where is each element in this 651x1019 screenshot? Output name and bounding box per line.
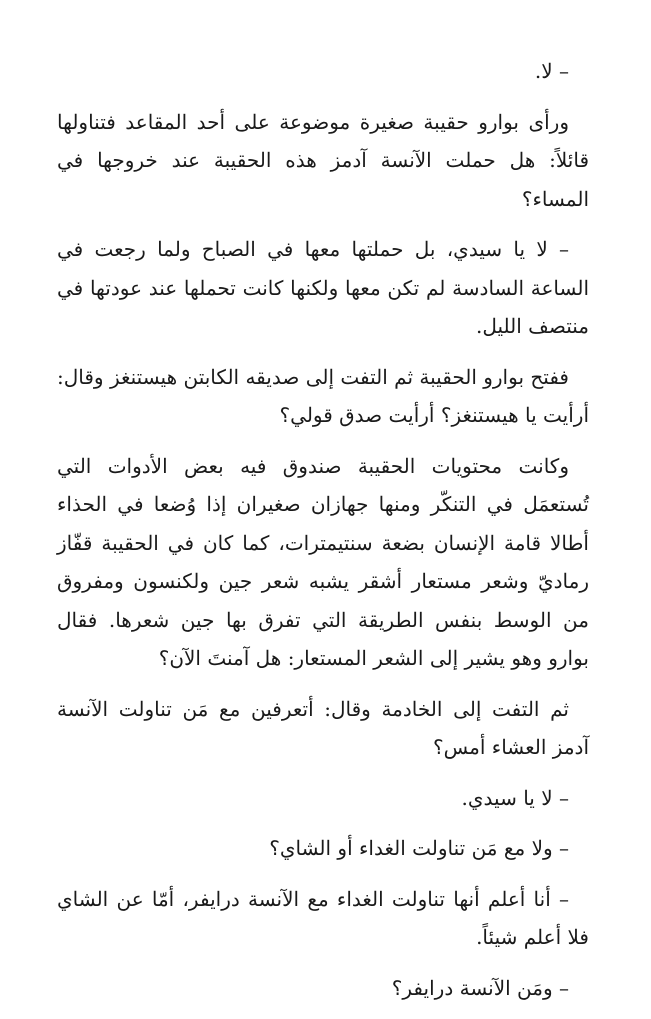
paragraph-4: ففتح بوارو الحقيبة ثم التفت إلى صديقه الكابتن هيستنغز وقال: أرأيت يا هيستنغز؟ أرأيت صدق قولي؟ (57, 364, 589, 427)
paragraph-9: – أنا أعلم أنها تناولت الغداء مع الآنسة درايفر، أمّا عن الشاي فلا أعلم شيئاً. (57, 886, 589, 949)
paragraph-7: – لا يا سيدي. (461, 785, 569, 810)
paragraph-5: وكانت محتويات الحقيبة صندوق فيه بعض الأدوات التي تُستعمَل في التنكّر ومنها جهازان صغيران إذا وُضعا في الحذاء أطالا قامة الإنسان بضعة سنتيمترات، كما كان في الحقيبة قفّاز رماديّ وشعر مستعار أشقر يشبه شعر جين ولكنسون ومفروق من الوسط بنفس الطريقة التي تفرق بها جين شعرها. فقال بوارو وهو يشير إلى الشعر المستعار: هل آمنتَ الآن؟ (57, 453, 589, 670)
paragraph-2: ورأى بوارو حقيبة صغيرة موضوعة على أحد المقاعد فتناولها قائلاً: هل حملت الآنسة آدمز هذه الحقيبة عند خروجها في المساء؟ (57, 109, 589, 211)
page-body (57, 52, 589, 1019)
paragraph-6: ثم التفت إلى الخادمة وقال: أتعرفين مع مَن تناولت الآنسة آدمز العشاء أمس؟ (57, 696, 589, 759)
paragraph-1: – لا. (534, 59, 569, 83)
paragraph-10: – ومَن الآنسة درايفر؟ (391, 975, 569, 1000)
paragraph-8: – ولا مع مَن تناولت الغداء أو الشاي؟ (269, 836, 569, 860)
paragraph-3: – لا يا سيدي، بل حملتها معها في الصباح ولما رجعت في الساعة السادسة لم تكن معها ولكنها كانت تحملها عند عودتها في منتصف الليل. (57, 237, 589, 338)
